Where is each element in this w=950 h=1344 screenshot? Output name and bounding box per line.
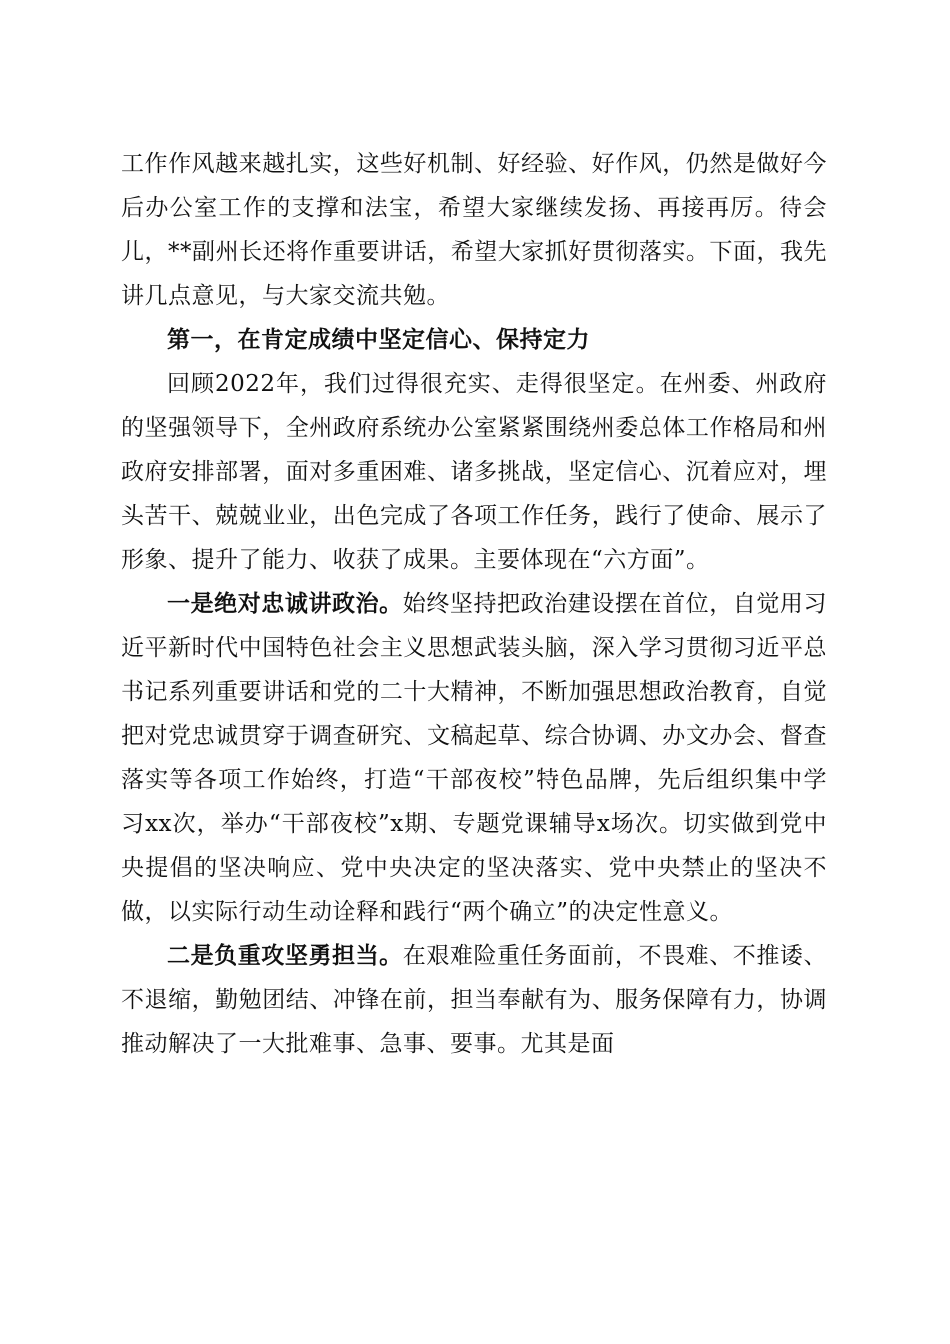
paragraph-review: 回顾2022年，我们过得很充实、走得很坚定。在州委、州政府的坚强领导下，全州政府系统办公室紧紧围绕州委总体工作格局和州政府安排部署，面对多重困难、诸多挑战，坚定信心、沉着应对，埋头苦干、兢兢业业，出色完成了各项工作任务，践行了使命、展示了形象、提升了能力、收获了成果。主要体现在“六方面”。 xyxy=(121,371,827,573)
point-1-lead: 一是绝对忠诚讲政治。 xyxy=(167,590,403,617)
point-1-body: 始终坚持把政治建设摆在首位，自觉用习近平新时代中国特色社会主义思想武装头脑，深入学习贯彻习近平总书记系列重要讲话和党的二十大精神，不断加强思想政治教育，自觉把对党忠诚贯穿于调查研究、文稿起草、综合协调、办文办会、督查落实等各项工作始终，打造“干部夜校”特色品牌，先后组织集中学习xx次，举办“干部夜校”x期、专题党课辅导x场次。切实做到党中央提倡的坚决响应、党中央决定的坚决落实、党中央禁止的坚决不做，以实际行动生动诠释和践行“两个确立”的决定性意义。 xyxy=(121,591,828,925)
paragraph-continuation: 工作作风越来越扎实，这些好机制、好经验、好作风，仍然是做好今后办公室工作的支撑和法宝，希望大家继续发扬、再接再厉。待会儿，**副州长还将作重要讲话，希望大家抓好贯彻落实。下面，我先讲几点意见，与大家交流共勉。 xyxy=(121,151,827,309)
point-2-body: 在艰难险重任务面前，不畏难、不推诿、不退缩，勤勉团结、冲锋在前，担当奉献有为、服务保障有力，协调推动解决了一大批难事、急事、要事。尤其是面 xyxy=(121,943,828,1057)
paragraph-point-1 xyxy=(121,582,827,934)
point-2-lead: 二是负重攻坚勇担当。 xyxy=(167,942,403,969)
section-heading: 第一，在肯定成绩中坚定信心、保持定力 xyxy=(167,326,590,353)
paragraph-point-2 xyxy=(121,934,827,1066)
document-body xyxy=(121,142,827,1066)
